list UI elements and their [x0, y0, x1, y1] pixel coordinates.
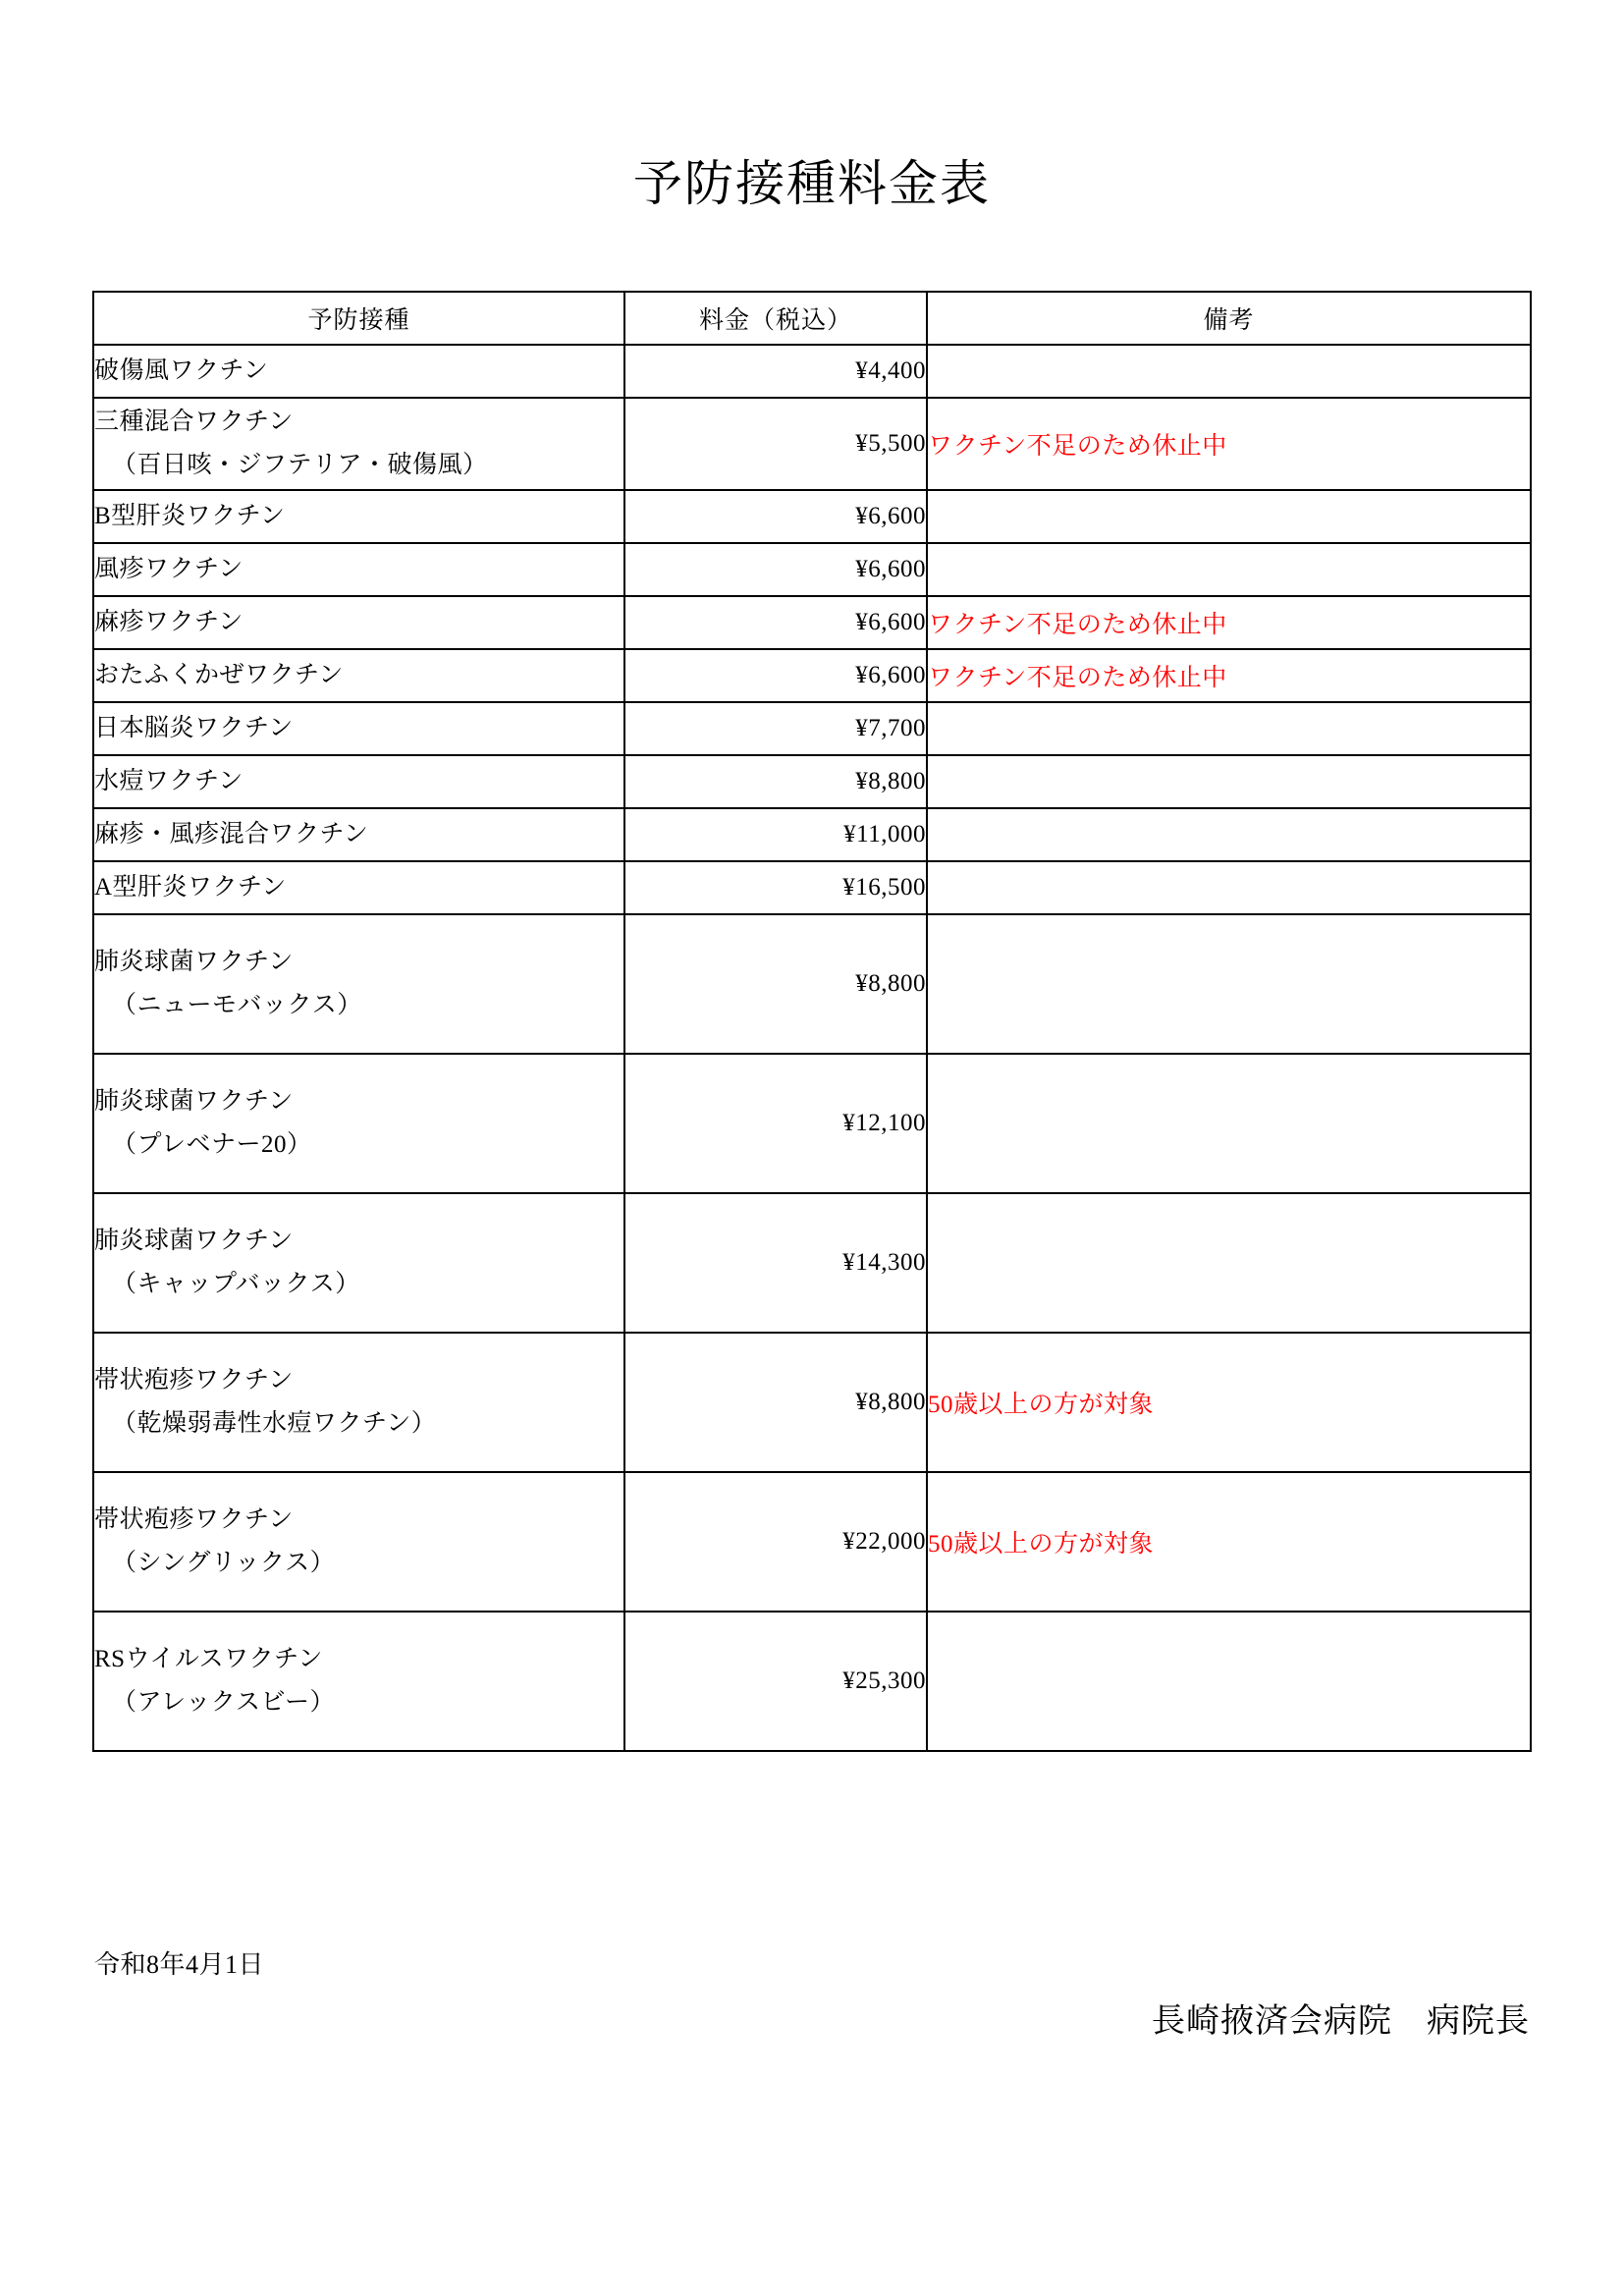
cell-note-warning: 50歳以上の方が対象: [927, 1472, 1531, 1612]
hospital-signature: 長崎掖済会病院 病院長: [1152, 2003, 1530, 2040]
cell-note: [927, 861, 1531, 914]
cell-price: ¥22,000: [624, 1472, 927, 1612]
cell-vaccine-name: [93, 596, 624, 649]
table-row: [93, 1612, 1531, 1751]
vaccine-name-subtitle: （プレベナー20）: [112, 1131, 312, 1158]
cell-note: [927, 1054, 1531, 1193]
cell-vaccine-name: [93, 345, 624, 398]
vaccine-name-main: 帯状疱疹ワクチン: [94, 1506, 294, 1534]
effective-date: 令和8年4月1日: [94, 1950, 265, 1979]
cell-price: ¥6,600: [624, 649, 927, 702]
vaccine-name-subtitle: （乾燥弱毒性水痘ワクチン）: [112, 1410, 437, 1437]
cell-price: ¥25,300: [624, 1612, 927, 1751]
vaccine-name-subtitle: （百日咳・ジフテリア・破傷風）: [112, 452, 488, 478]
cell-price: ¥16,500: [624, 861, 927, 914]
table-row: [93, 649, 1531, 702]
cell-price: ¥8,800: [624, 755, 927, 808]
vaccine-name-subtitle: （シングリックス）: [112, 1550, 336, 1576]
vaccine-name-main: 麻疹ワクチン: [94, 609, 244, 636]
cell-price: ¥6,600: [624, 596, 927, 649]
cell-vaccine-name: [93, 490, 624, 543]
cell-vaccine-name: [93, 1054, 624, 1193]
cell-note-warning: ワクチン不足のため休止中: [927, 596, 1531, 649]
cell-note: [927, 543, 1531, 596]
vaccine-name-main: 破傷風ワクチン: [94, 357, 269, 385]
cell-price: ¥6,600: [624, 543, 927, 596]
column-header-note: 備考: [927, 292, 1531, 345]
vaccine-name-main: 麻疹・風疹混合ワクチン: [94, 821, 369, 848]
cell-price: ¥8,800: [624, 1333, 927, 1472]
cell-vaccine-name: [93, 861, 624, 914]
vaccine-name-main: 肺炎球菌ワクチン: [94, 949, 294, 976]
column-header-price: 料金（税込）: [624, 292, 927, 345]
table-row: [93, 861, 1531, 914]
cell-note: [927, 1612, 1531, 1751]
cell-note: [927, 914, 1531, 1054]
table-row: [93, 1472, 1531, 1612]
table-row: [93, 914, 1531, 1054]
cell-vaccine-name: [93, 1193, 624, 1333]
table-row: [93, 808, 1531, 861]
cell-price: ¥6,600: [624, 490, 927, 543]
cell-price: ¥4,400: [624, 345, 927, 398]
column-header-vaccine: 予防接種: [93, 292, 624, 345]
cell-vaccine-name: [93, 1333, 624, 1472]
table-row: [93, 398, 1531, 490]
vaccine-name-subtitle: （アレックスビー）: [112, 1689, 336, 1716]
table-row: [93, 755, 1531, 808]
table-header: [93, 292, 1531, 345]
table-row: [93, 1193, 1531, 1333]
table-row: [93, 345, 1531, 398]
cell-vaccine-name: [93, 1472, 624, 1612]
cell-note: [927, 345, 1531, 398]
table-row: [93, 596, 1531, 649]
table-header-row: [93, 292, 1531, 345]
cell-vaccine-name: [93, 398, 624, 490]
cell-note: [927, 490, 1531, 543]
vaccine-name-subtitle: （ニューモバックス）: [112, 992, 362, 1018]
page-title: 予防接種料金表: [633, 156, 991, 211]
cell-vaccine-name: [93, 755, 624, 808]
vaccine-name-main: 水痘ワクチン: [94, 768, 244, 795]
cell-vaccine-name: [93, 808, 624, 861]
vaccine-name-subtitle: （キャップバックス）: [112, 1271, 360, 1297]
cell-vaccine-name: [93, 543, 624, 596]
table-row: [93, 1054, 1531, 1193]
cell-vaccine-name: [93, 649, 624, 702]
cell-price: ¥7,700: [624, 702, 927, 755]
cell-price: ¥12,100: [624, 1054, 927, 1193]
vaccine-name-main: A型肝炎ワクチン: [94, 874, 287, 902]
vaccine-name-main: 三種混合ワクチン: [94, 409, 294, 436]
cell-vaccine-name: [93, 702, 624, 755]
cell-price: ¥14,300: [624, 1193, 927, 1333]
cell-vaccine-name: [93, 914, 624, 1054]
cell-note-warning: ワクチン不足のため休止中: [927, 398, 1531, 490]
vaccine-name-main: 帯状疱疹ワクチン: [94, 1367, 294, 1394]
vaccination-fee-table: [92, 291, 1532, 1752]
table-row: [93, 543, 1531, 596]
cell-note-warning: 50歳以上の方が対象: [927, 1333, 1531, 1472]
cell-note: [927, 702, 1531, 755]
table-row: [93, 702, 1531, 755]
vaccine-name-main: 日本脳炎ワクチン: [94, 715, 294, 742]
table-row: [93, 490, 1531, 543]
cell-vaccine-name: [93, 1612, 624, 1751]
cell-note: [927, 808, 1531, 861]
cell-note: [927, 1193, 1531, 1333]
vaccine-name-main: 肺炎球菌ワクチン: [94, 1088, 294, 1116]
table-body: [93, 345, 1531, 1751]
cell-price: ¥5,500: [624, 398, 927, 490]
vaccine-name-main: おたふくかぜワクチン: [94, 662, 344, 689]
cell-note: [927, 755, 1531, 808]
table-row: [93, 1333, 1531, 1472]
vaccine-name-main: B型肝炎ワクチン: [94, 503, 286, 530]
cell-price: ¥11,000: [624, 808, 927, 861]
cell-price: ¥8,800: [624, 914, 927, 1054]
cell-note-warning: ワクチン不足のため休止中: [927, 649, 1531, 702]
vaccine-name-main: 肺炎球菌ワクチン: [94, 1228, 294, 1255]
vaccine-name-main: RSウイルスワクチン: [94, 1646, 323, 1673]
vaccine-name-main: 風疹ワクチン: [94, 556, 244, 583]
